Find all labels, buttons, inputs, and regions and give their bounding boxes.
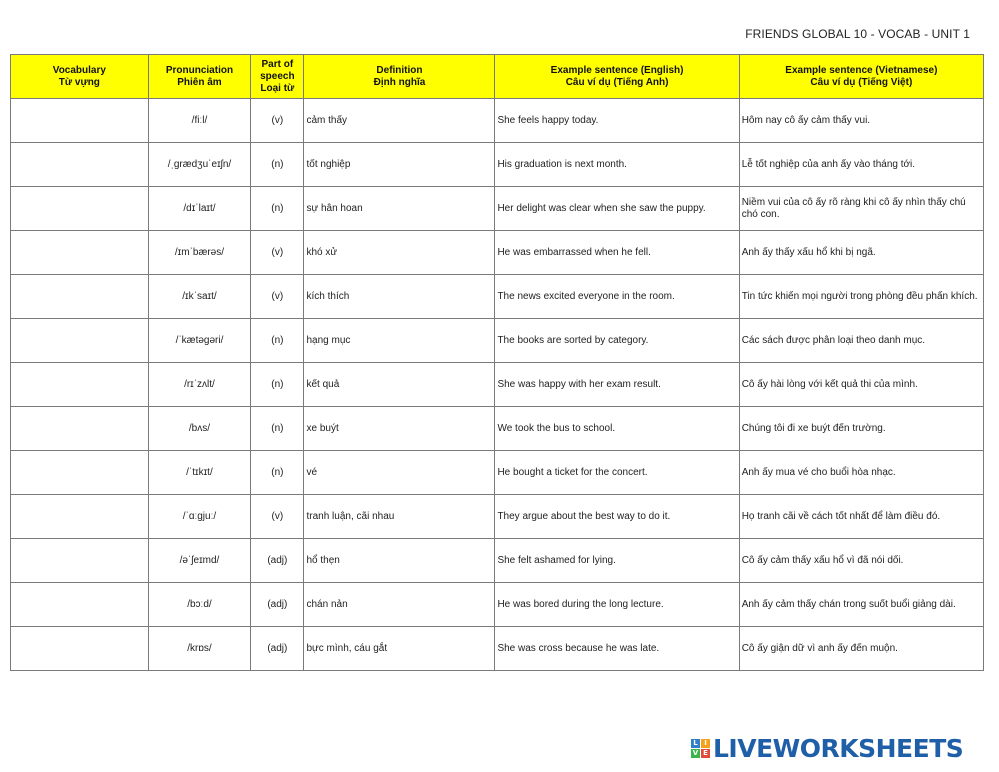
definition-cell: xe buýt xyxy=(304,407,495,451)
table-row xyxy=(11,143,984,187)
table-row xyxy=(11,539,984,583)
part-of-speech-cell: (n) xyxy=(251,451,304,495)
example-vietnamese-cell: Niềm vui của cô ấy rõ ràng khi cô ấy nhìn thấy chú chó con. xyxy=(739,187,983,231)
header-definition-line1: Definition xyxy=(376,64,423,76)
logo-block-e: E xyxy=(701,749,710,758)
header-example-vietnamese-line1: Example sentence (Vietnamese) xyxy=(785,64,938,76)
example-vietnamese-cell: Chúng tôi đi xe buýt đến trường. xyxy=(739,407,983,451)
example-english-cell: She was happy with her exam result. xyxy=(495,363,739,407)
vocabulary-cell[interactable] xyxy=(11,451,149,495)
vocabulary-cell[interactable] xyxy=(11,583,149,627)
definition-cell: hạng mục xyxy=(304,319,495,363)
definition-cell: kích thích xyxy=(304,275,495,319)
pronunciation-cell: /ɪmˈbærəs/ xyxy=(148,231,251,275)
header-pronunciation-line1: Pronunciation xyxy=(165,64,234,76)
header-pronunciation xyxy=(148,55,251,99)
definition-cell: tốt nghiệp xyxy=(304,143,495,187)
header-vocabulary-line2: Từ vựng xyxy=(58,76,100,88)
table-row xyxy=(11,231,984,275)
pronunciation-cell: /rɪˈzʌlt/ xyxy=(148,363,251,407)
table-row xyxy=(11,627,984,671)
part-of-speech-cell: (adj) xyxy=(251,539,304,583)
part-of-speech-cell: (v) xyxy=(251,231,304,275)
part-of-speech-cell: (n) xyxy=(251,187,304,231)
logo-block-l: L xyxy=(691,739,700,748)
example-english-cell: She was cross because he was late. xyxy=(495,627,739,671)
logo-block-v: V xyxy=(692,748,699,757)
definition-cell: bực mình, cáu gắt xyxy=(304,627,495,671)
vocabulary-cell[interactable] xyxy=(11,363,149,407)
table-row xyxy=(11,187,984,231)
table-row xyxy=(11,99,984,143)
example-english-cell: His graduation is next month. xyxy=(495,143,739,187)
part-of-speech-cell: (n) xyxy=(251,363,304,407)
example-vietnamese-cell: Cô ấy cảm thấy xấu hổ vì đã nói dối. xyxy=(739,539,983,583)
example-vietnamese-cell: Cô ấy hài lòng với kết quả thi của mình. xyxy=(739,363,983,407)
definition-cell: hổ thẹn xyxy=(304,539,495,583)
example-vietnamese-cell: Họ tranh cãi về cách tốt nhất để làm điều đó. xyxy=(739,495,983,539)
definition-cell: vé xyxy=(304,451,495,495)
liveworksheets-logo xyxy=(691,731,963,765)
header-definition-line2: Định nghĩa xyxy=(373,76,426,88)
header-definition xyxy=(304,55,495,99)
part-of-speech-cell: (n) xyxy=(251,407,304,451)
pronunciation-cell: /ˈtɪkɪt/ xyxy=(148,451,251,495)
vocabulary-cell[interactable] xyxy=(11,143,149,187)
example-english-cell: She feels happy today. xyxy=(495,99,739,143)
header-vocabulary xyxy=(11,55,149,99)
pronunciation-cell: /ˈkætəɡəri/ xyxy=(148,319,251,363)
example-english-cell: The books are sorted by category. xyxy=(495,319,739,363)
table-body xyxy=(11,99,984,671)
logo-blocks-icon xyxy=(691,739,710,758)
definition-cell: cảm thấy xyxy=(304,99,495,143)
vocabulary-table xyxy=(10,54,984,671)
vocabulary-cell[interactable] xyxy=(11,539,149,583)
example-english-cell: He bought a ticket for the concert. xyxy=(495,451,739,495)
vocabulary-cell[interactable] xyxy=(11,407,149,451)
part-of-speech-cell: (v) xyxy=(251,275,304,319)
pronunciation-cell: /ˈɑːɡjuː/ xyxy=(148,495,251,539)
pronunciation-cell: /ɪkˈsaɪt/ xyxy=(148,275,251,319)
logo-block-i: I xyxy=(701,739,710,748)
table-row xyxy=(11,407,984,451)
example-english-cell: He was embarrassed when he fell. xyxy=(495,231,739,275)
part-of-speech-cell: (n) xyxy=(251,319,304,363)
vocabulary-cell[interactable] xyxy=(11,99,149,143)
pronunciation-cell: /ˌɡrædʒuˈeɪʃn/ xyxy=(148,143,251,187)
header-pronunciation-line2: Phiên âm xyxy=(177,76,222,88)
example-english-cell: They argue about the best way to do it. xyxy=(495,495,739,539)
definition-cell: tranh luận, cãi nhau xyxy=(304,495,495,539)
vocabulary-cell[interactable] xyxy=(11,187,149,231)
example-english-cell: The news excited everyone in the room. xyxy=(495,275,739,319)
part-of-speech-cell: (adj) xyxy=(251,583,304,627)
vocabulary-cell[interactable] xyxy=(11,495,149,539)
example-vietnamese-cell: Anh ấy cảm thấy chán trong suốt buổi giảng dài. xyxy=(739,583,983,627)
table-row xyxy=(11,495,984,539)
header-example-vietnamese xyxy=(739,55,983,99)
vocabulary-cell[interactable] xyxy=(11,231,149,275)
part-of-speech-cell: (v) xyxy=(251,99,304,143)
definition-cell: khó xử xyxy=(304,231,495,275)
example-vietnamese-cell: Anh ấy thấy xấu hổ khi bị ngã. xyxy=(739,231,983,275)
part-of-speech-cell: (adj) xyxy=(251,627,304,671)
definition-cell: kết quả xyxy=(304,363,495,407)
example-vietnamese-cell: Lễ tốt nghiệp của anh ấy vào tháng tới. xyxy=(739,143,983,187)
header-example-english-line2: Câu ví dụ (Tiếng Anh) xyxy=(565,76,669,88)
document-title: FRIENDS GLOBAL 10 - VOCAB - UNIT 1 xyxy=(745,27,970,41)
vocabulary-cell[interactable] xyxy=(11,319,149,363)
logo-text: LIVEWORKSHEETS xyxy=(713,733,964,763)
example-english-cell: Her delight was clear when she saw the puppy. xyxy=(495,187,739,231)
example-vietnamese-cell: Các sách được phân loại theo danh mục. xyxy=(739,319,983,363)
pronunciation-cell: /əˈʃeɪmd/ xyxy=(148,539,251,583)
example-english-cell: She felt ashamed for lying. xyxy=(495,539,739,583)
part-of-speech-cell: (v) xyxy=(251,495,304,539)
example-english-cell: We took the bus to school. xyxy=(495,407,739,451)
example-vietnamese-cell: Anh ấy mua vé cho buổi hòa nhạc. xyxy=(739,451,983,495)
example-vietnamese-cell: Cô ấy giận dữ vì anh ấy đến muộn. xyxy=(739,627,983,671)
header-example-english-line1: Example sentence (English) xyxy=(550,64,684,76)
table-row xyxy=(11,363,984,407)
header-part-of-speech-line3: Loại từ xyxy=(260,82,295,94)
part-of-speech-cell: (n) xyxy=(251,143,304,187)
pronunciation-cell: /bɔːd/ xyxy=(148,583,251,627)
header-part-of-speech-line1: Part of xyxy=(261,58,294,70)
header-part-of-speech-line2: speech xyxy=(260,70,295,82)
table-row xyxy=(11,451,984,495)
table-row xyxy=(11,583,984,627)
header-part-of-speech xyxy=(251,55,304,99)
example-vietnamese-cell: Hôm nay cô ấy cảm thấy vui. xyxy=(739,99,983,143)
example-english-cell: He was bored during the long lecture. xyxy=(495,583,739,627)
table-header-row xyxy=(11,55,984,99)
pronunciation-cell: /fiːl/ xyxy=(148,99,251,143)
header-example-english xyxy=(495,55,739,99)
definition-cell: chán nản xyxy=(304,583,495,627)
header-example-vietnamese-line2: Câu ví dụ (Tiếng Việt) xyxy=(810,76,913,88)
table-row xyxy=(11,319,984,363)
table-row xyxy=(11,275,984,319)
pronunciation-cell: /krɒs/ xyxy=(148,627,251,671)
pronunciation-cell: /bʌs/ xyxy=(148,407,251,451)
example-vietnamese-cell: Tin tức khiến mọi người trong phòng đều phấn khích. xyxy=(739,275,983,319)
pronunciation-cell: /dɪˈlaɪt/ xyxy=(148,187,251,231)
definition-cell: sự hân hoan xyxy=(304,187,495,231)
vocabulary-cell[interactable] xyxy=(11,627,149,671)
header-vocabulary-line1: Vocabulary xyxy=(52,64,106,76)
vocabulary-cell[interactable] xyxy=(11,275,149,319)
